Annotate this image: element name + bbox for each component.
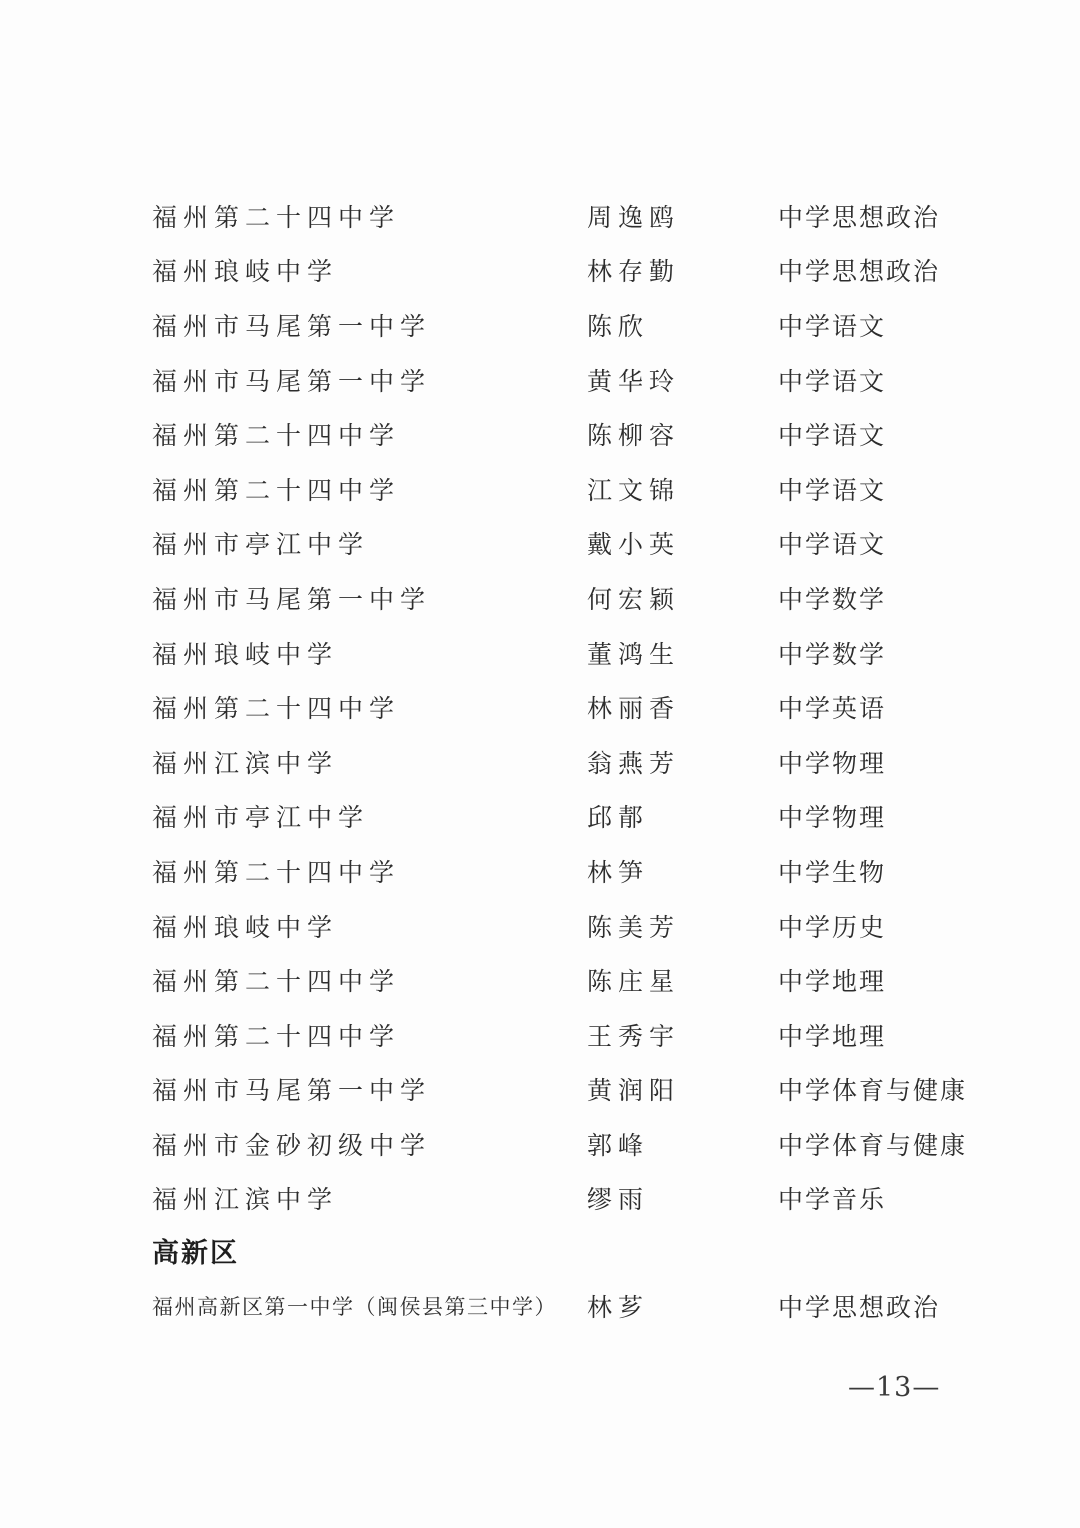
table-row bbox=[152, 190, 1030, 245]
table-row bbox=[152, 354, 1030, 409]
teacher-name: 陈欣 bbox=[587, 311, 650, 341]
teacher-name: 陈庄星 bbox=[587, 967, 681, 997]
teacher-name: 郭峰 bbox=[587, 1130, 650, 1160]
subject-name: 中学语文 bbox=[778, 366, 887, 396]
teacher-name: 黄润阳 bbox=[587, 1076, 681, 1106]
school-name: 福州第二十四中学 bbox=[152, 967, 401, 997]
school-name: 福州市马尾第一中学 bbox=[152, 1076, 432, 1106]
table-row bbox=[152, 408, 1030, 463]
table-row bbox=[152, 1009, 1030, 1064]
school-name: 福州江滨中学 bbox=[152, 748, 339, 778]
school-name: 福州琅岐中学 bbox=[152, 912, 339, 942]
school-name: 福州江滨中学 bbox=[152, 1185, 339, 1215]
table-row bbox=[152, 463, 1030, 518]
subject-name: 中学语文 bbox=[778, 421, 887, 451]
school-name: 福州市马尾第一中学 bbox=[152, 366, 432, 396]
teacher-name: 陈柳容 bbox=[587, 421, 681, 451]
teacher-name: 翁燕芳 bbox=[587, 748, 681, 778]
school-name: 福州琅岐中学 bbox=[152, 257, 339, 287]
teacher-name: 缪雨 bbox=[587, 1185, 650, 1215]
teacher-rows-main bbox=[152, 190, 1030, 1227]
school-name: 福州琅岐中学 bbox=[152, 639, 339, 669]
teacher-rows-section bbox=[152, 1277, 1030, 1337]
subject-name: 中学思想政治 bbox=[778, 1292, 941, 1322]
subject-name: 中学数学 bbox=[778, 584, 887, 614]
table-row bbox=[152, 1277, 1030, 1337]
subject-name: 中学历史 bbox=[778, 912, 887, 942]
subject-name: 中学体育与健康 bbox=[778, 1076, 968, 1106]
subject-name: 中学数学 bbox=[778, 639, 887, 669]
school-name: 福州第二十四中学 bbox=[152, 694, 401, 724]
teacher-name: 林存勤 bbox=[587, 257, 681, 287]
teacher-name: 何宏颖 bbox=[587, 584, 681, 614]
teacher-name: 林芗 bbox=[587, 1292, 650, 1322]
subject-name: 中学思想政治 bbox=[778, 257, 941, 287]
teacher-name: 林笋 bbox=[587, 857, 650, 887]
subject-name: 中学英语 bbox=[778, 694, 887, 724]
table-row bbox=[152, 627, 1030, 682]
table-row bbox=[152, 1118, 1030, 1173]
school-name: 福州市金砂初级中学 bbox=[152, 1130, 432, 1160]
teacher-name: 周逸鸥 bbox=[587, 202, 681, 232]
table-row bbox=[152, 1064, 1030, 1119]
subject-name: 中学物理 bbox=[778, 803, 887, 833]
school-name: 福州第二十四中学 bbox=[152, 1021, 401, 1051]
school-name: 福州第二十四中学 bbox=[152, 421, 401, 451]
subject-name: 中学物理 bbox=[778, 748, 887, 778]
school-name: 福州市马尾第一中学 bbox=[152, 584, 432, 614]
subject-name: 中学思想政治 bbox=[778, 202, 941, 232]
subject-name: 中学生物 bbox=[778, 857, 887, 887]
table-row bbox=[152, 245, 1030, 300]
teacher-name: 邱郬 bbox=[587, 803, 650, 833]
subject-name: 中学语文 bbox=[778, 530, 887, 560]
page-number: —13— bbox=[848, 1372, 941, 1403]
subject-name: 中学地理 bbox=[778, 967, 887, 997]
table-row bbox=[152, 681, 1030, 736]
table-row bbox=[152, 518, 1030, 573]
subject-name: 中学地理 bbox=[778, 1021, 887, 1051]
table-row bbox=[152, 791, 1030, 846]
table-row bbox=[152, 954, 1030, 1009]
teacher-name: 陈美芳 bbox=[587, 912, 681, 942]
section-header: 高新区 bbox=[152, 1237, 239, 1269]
subject-name: 中学语文 bbox=[778, 311, 887, 341]
school-name: 福州第二十四中学 bbox=[152, 202, 401, 232]
table-row bbox=[152, 1173, 1030, 1228]
school-name: 福州第二十四中学 bbox=[152, 475, 401, 505]
school-name: 福州第二十四中学 bbox=[152, 857, 401, 887]
table-row bbox=[152, 572, 1030, 627]
subject-name: 中学音乐 bbox=[778, 1185, 887, 1215]
teacher-name: 黄华玲 bbox=[587, 366, 681, 396]
subject-name: 中学语文 bbox=[778, 475, 887, 505]
subject-name: 中学体育与健康 bbox=[778, 1130, 968, 1160]
school-name: 福州市马尾第一中学 bbox=[152, 311, 432, 341]
table-row bbox=[152, 845, 1030, 900]
teacher-name: 董鸿生 bbox=[587, 639, 681, 669]
school-name: 福州市亭江中学 bbox=[152, 803, 370, 833]
teacher-list bbox=[152, 190, 1030, 1337]
table-row bbox=[152, 299, 1030, 354]
teacher-name: 戴小英 bbox=[587, 530, 681, 560]
school-name: 福州高新区第一中学（闽侯县第三中学） bbox=[152, 1294, 557, 1319]
school-name: 福州市亭江中学 bbox=[152, 530, 370, 560]
table-row bbox=[152, 736, 1030, 791]
teacher-name: 江文锦 bbox=[587, 475, 681, 505]
table-row bbox=[152, 900, 1030, 955]
teacher-name: 林丽香 bbox=[587, 694, 681, 724]
teacher-name: 王秀宇 bbox=[587, 1021, 681, 1051]
